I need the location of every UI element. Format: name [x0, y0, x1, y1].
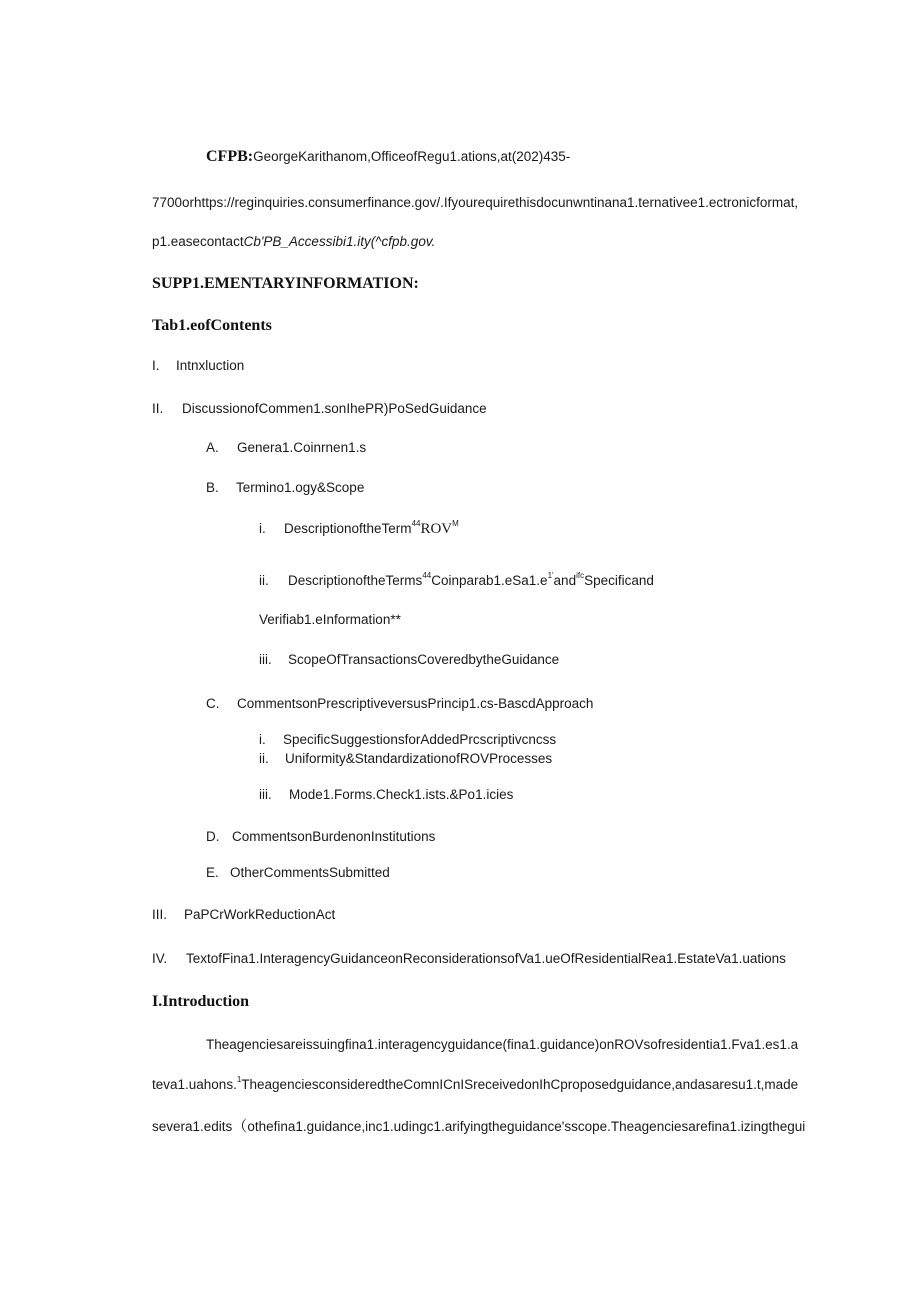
toc-label: CommentsonBurdenonInstitutions — [232, 829, 436, 844]
toc-sup: 44 — [411, 519, 421, 528]
toc-num: D. — [206, 829, 220, 844]
intro-paragraph-line-1: Theagenciesareissuingfina1.interagencyguidance(fina1.guidance)onROVsofresidentia1.Fva1.es1.a — [206, 1037, 799, 1052]
toc-item-introduction[interactable] — [152, 357, 244, 375]
toc-label: DiscussionofCommen1.sonIhePR)PoSedGuidance — [182, 401, 487, 416]
intro-paragraph-line-2 — [152, 1076, 798, 1094]
toc-sup: M — [452, 519, 459, 528]
toc-num: ii. — [259, 573, 269, 588]
toc-item-uniformity[interactable] — [259, 750, 552, 768]
toc-label: DescriptionoftheTerms — [288, 573, 423, 588]
toc-num: C. — [206, 696, 220, 711]
toc-num: i. — [259, 732, 266, 747]
toc-item-general-comments[interactable] — [206, 439, 366, 457]
toc-heading: Tab1.eofContents — [152, 317, 272, 334]
intro-text: othefina1.guidance,inc1.udingc1.arifyingtheguidance'sscope.Theagenciesarefina1.izingthegui — [247, 1119, 806, 1134]
toc-label: Coinparab1.eSa1.e — [431, 573, 548, 588]
toc-item-prescriptive-principles[interactable] — [206, 695, 593, 713]
toc-label: Termino1.ogy&Scope — [236, 480, 365, 495]
toc-item-final-guidance-text[interactable] — [152, 950, 786, 968]
toc-item-terms-continuation[interactable]: Verifiab1.eInformation** — [259, 612, 401, 627]
toc-label: Specificand — [584, 573, 654, 588]
intro-text: severa1.edits — [152, 1119, 233, 1134]
agency-label: CFPB: — [206, 148, 254, 165]
toc-num: ii. — [259, 751, 269, 766]
toc-num: E. — [206, 865, 219, 880]
toc-label: and — [553, 573, 577, 588]
toc-label: Intnxluction — [176, 358, 245, 373]
accessibility-email-link[interactable]: Cb'PB_Accessibi1.ity(^cfpb.gov. — [243, 234, 436, 249]
toc-num: iii. — [259, 652, 272, 667]
toc-num: IV. — [152, 951, 168, 966]
toc-sup: ifc — [576, 571, 585, 580]
introduction-heading: I.Introduction — [152, 993, 250, 1010]
toc-label: OtherCommentsSubmitted — [230, 865, 390, 880]
toc-num: i. — [259, 521, 266, 536]
toc-item-burden[interactable] — [206, 828, 435, 846]
toc-item-term-rov[interactable] — [259, 520, 459, 538]
toc-label: Uniformity&StandardizationofROVProcesses — [285, 751, 553, 766]
toc-sup: 44 — [422, 571, 432, 580]
toc-num: iii. — [259, 787, 272, 802]
supplementary-heading: SUPP1.EMENTARYINFORMATION: — [152, 275, 419, 292]
toc-label: Mode1.Forms.Check1.ists.&Po1.icies — [289, 787, 514, 802]
contact-line-2: 7700orhttps://reginquiries.consumerfinance.gov/.Ifyourequirethisdocunwntinana1.ternativee1.ectronicformat, — [152, 195, 799, 210]
contact-line-3-text: p1.easecontact — [152, 234, 244, 249]
intro-paragraph-line-3 — [152, 1118, 805, 1136]
toc-item-discussion[interactable] — [152, 400, 487, 418]
toc-num: B. — [206, 480, 219, 495]
toc-item-terminology-scope[interactable] — [206, 479, 364, 497]
footnote-ref[interactable]: 1 — [236, 1075, 242, 1084]
toc-label: DescriptionoftheTerm — [284, 521, 412, 536]
toc-sup: 1' — [547, 571, 554, 580]
contact-line-3 — [152, 233, 435, 251]
toc-label: Genera1.Coinrnen1.s — [237, 440, 367, 455]
toc-label: TextofFina1.InteragencyGuidanceonReconsiderationsofVa1.ueOfResidentialRea1.EstateVa1.uations — [186, 951, 786, 966]
toc-label: ScopeOfTransactionsCoveredbytheGuidance — [288, 652, 560, 667]
contact-line-1 — [206, 148, 570, 166]
toc-label-rov: ROV — [420, 521, 453, 537]
contact-detail: GeorgeKarithanom,OfficeofRegu1.ations,at(202)435- — [253, 149, 571, 164]
intro-text: teva1.uahons. — [152, 1077, 237, 1092]
toc-label: CommentsonPrescriptiveversusPrincip1.cs-BascdApproach — [237, 696, 594, 711]
toc-item-scope-transactions[interactable] — [259, 651, 559, 669]
toc-num: I. — [152, 358, 160, 373]
toc-item-paperwork[interactable] — [152, 906, 335, 924]
toc-num: III. — [152, 907, 168, 922]
toc-num: II. — [152, 401, 164, 416]
toc-label: PaPCrWorkReductionAct — [184, 907, 336, 922]
intro-paren: （ — [232, 1118, 248, 1135]
toc-item-specific-suggestions[interactable] — [259, 731, 556, 749]
toc-item-other-comments[interactable] — [206, 864, 390, 882]
toc-label: SpecificSuggestionsforAddedPrcscriptivcncss — [283, 732, 557, 747]
intro-text: TheagenciesconsideredtheComnICnISreceivedonIhCproposedguidance,andasaresu1.t,made — [241, 1077, 799, 1092]
toc-num: A. — [206, 440, 219, 455]
toc-item-model-forms[interactable] — [259, 786, 513, 804]
toc-item-terms-comparable-sale[interactable] — [259, 572, 654, 590]
